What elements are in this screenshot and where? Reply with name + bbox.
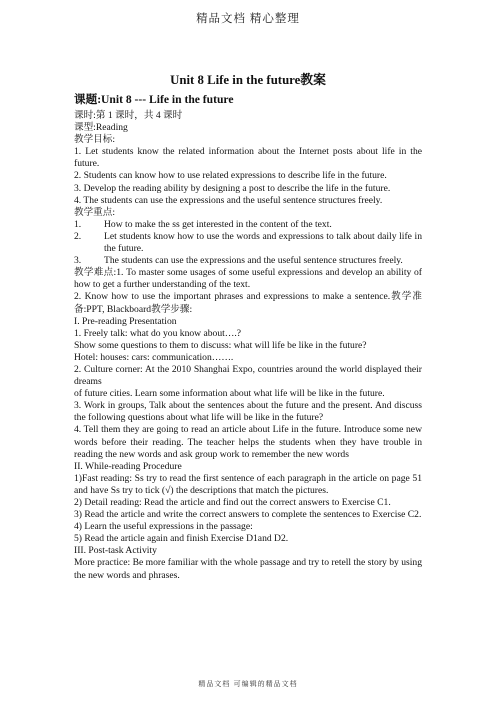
objective-item: 4. The students can use the expressions and the useful sentence structures freely. <box>74 194 383 206</box>
key-point-text: Let students know how to use the words and expressions to talk about daily life in the future. <box>104 230 422 255</box>
section-heading: III. Post-task Activity <box>74 545 157 557</box>
key-point-text: The students can use the expressions and the useful sentence structures freely. <box>104 255 403 267</box>
step-paragraph: Hotel: houses: cars: communication……. <box>74 351 234 363</box>
key-point-number: 1. <box>74 218 82 230</box>
key-point-number: 2. <box>74 230 82 242</box>
page-header: 精品文档 精心整理 <box>196 13 300 25</box>
step-paragraph: 4. Tell them they are going to read an article about Life in the future. Introduce some new words before their reading. The teacher helps the students when they have trouble in reading the new words and ask group work to remember the new words <box>74 424 422 460</box>
objective-item: 1. Let students know the related information about the Internet posts about life in the future. <box>74 146 422 170</box>
key-point-text: How to make the ss get interested in the content of the text. <box>104 218 332 230</box>
key-point-item <box>74 231 422 255</box>
step-paragraph: of future cities. Learn some information about what life will be like in the future. <box>74 388 385 400</box>
section-heading: II. While-reading Procedure <box>74 460 182 472</box>
step-paragraph: 2) Detail reading: Read the article and find out the correct answers to Exercise C1. <box>74 497 391 508</box>
step-paragraph: 1)Fast reading: Ss try to read the first sentence of each paragraph in the article on page 51 and have Ss try to tick (√) the descriptions that match the pictures. <box>74 472 422 496</box>
step-paragraph: 2. Culture corner: At the 2010 Shanghai Expo, countries around the world displayed their dreams <box>74 363 422 388</box>
lesson-type-line: 课型:Reading <box>74 122 128 134</box>
step-paragraph: Show some questions to them to discuss: what will life be like in the future? <box>74 339 367 351</box>
step-paragraph: 4) Learn the useful expressions in the passage: <box>74 521 253 533</box>
difficulty-paragraph: 2. Know how to use the important phrases and expressions to make a sentence.教学准备:PPT, Blackboard教学步骤: <box>74 291 422 315</box>
objectives-heading: 教学目标: <box>74 134 116 146</box>
key-points-heading: 教学重点: <box>74 206 116 218</box>
step-paragraph: 3. Work in groups, Talk about the sentences about the future and the present. And discuss the following questions about what life will be like in the future? <box>74 400 422 424</box>
step-paragraph: 5) Read the article again and finish Exercise D1and D2. <box>74 533 289 545</box>
key-point-item <box>74 219 422 231</box>
section-heading: I. Pre-reading Presentation <box>74 315 177 327</box>
difficulty-paragraph: 教学难点:1. To master some usages of some useful expressions and develop an ability of how to get a further understanding of the text. <box>74 267 422 291</box>
step-paragraph: 3) Read the article and write the correct answers to complete the sentences to Exercise C2. <box>74 509 422 521</box>
step-paragraph: 1. Freely talk: what do you know about….? <box>74 327 242 339</box>
key-point-number: 3. <box>74 255 82 267</box>
page-footer: 精品文档 可编辑的精品文档 <box>198 680 298 688</box>
lesson-heading: 课题:Unit 8 --- Life in the future <box>74 93 234 106</box>
objective-item: 2. Students can know how to use related expressions to describe life in the future. <box>74 170 387 182</box>
document-body <box>74 92 422 582</box>
step-paragraph: More practice: Be more familiar with the whole passage and try to retell the story by using the new words and phrases. <box>74 557 422 581</box>
key-point-item <box>74 255 422 267</box>
period-line: 课时:第 1 课时，共 4 课时 <box>74 110 183 121</box>
objective-item: 3. Develop the reading ability by designing a post to describe the life in the future. <box>74 182 391 194</box>
document-title: Unit 8 Life in the future教案 <box>170 73 326 87</box>
